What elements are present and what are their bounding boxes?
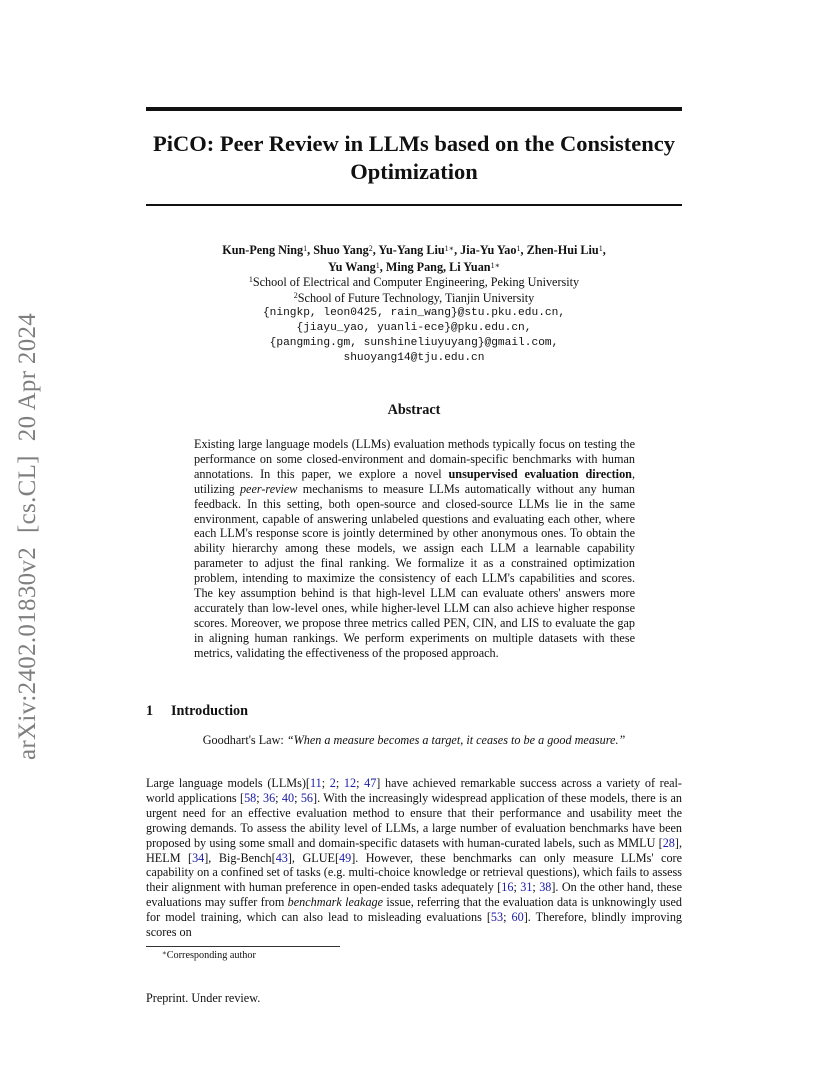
italic-term: benchmark leakage	[287, 895, 384, 910]
arxiv-id: arXiv:2402.01830v2	[14, 546, 41, 760]
arxiv-date: 20 Apr 2024	[14, 312, 41, 442]
citation-link[interactable]: 43	[275, 850, 288, 865]
abstract-emphasis: unsupervised evaluation direction	[448, 466, 632, 481]
email-line: {jiayu_yao, yuanli-ece}@pku.edu.cn,	[296, 322, 532, 334]
epigraph-quote: Goodhart's Law: “When a measure becomes a target, it ceases to be a good measure.”	[202, 733, 626, 747]
email-line: shuoyang14@tju.edu.cn	[343, 352, 485, 364]
author-affil-mark: 1	[598, 244, 603, 253]
section-number: 1	[146, 703, 154, 719]
citation-link[interactable]: 12	[343, 776, 357, 790]
citation-link[interactable]: 40	[281, 790, 295, 805]
paper-title	[146, 130, 682, 186]
citation-link[interactable]: 56	[300, 790, 314, 805]
author-name: Jia-Yu Yao	[460, 243, 517, 257]
affiliation-1: $^1$School of Electrical and Computer Engineering, Peking University	[248, 275, 580, 289]
author-list	[146, 242, 682, 276]
citation-link[interactable]: 47	[364, 776, 377, 790]
abstract-body: Existing large language models (LLMs) evaluation methods typically focus on testing the performance on some closed-environment and domain-specific benchmarks with human annotations. In this paper, we explore a novel unsupervised evaluation direction, utilizing peer-review mechanisms to measure LLMs automatically without any human feedback. In this setting, both open-source and closed-source LLMs lie in the same environment, capable of answering unlabeled questions and evaluating each other, where each LLM's response score is jointly determined by other anonymous ones. To obtain the ability hierarchy among these models, we assign each LLM a learnable capability parameter to adjust the final ranking. We formalize it as a constrained optimization problem, intending to maximize the consistency of each LLM's capabilities and scores. The key assumption behind is that high-level LLM can evaluate others' answers more accurately than low-level ones, while higher-level LLM can also achieve higher response scores. Moreover, we propose three metrics called PEN, CIN, and LIS to evaluate the gap in aligning human rankings. We perform experiments on multiple datasets with these metrics, validating the effectiveness of the proposed approach.	[194, 437, 636, 660]
citation-link[interactable]: 11	[309, 776, 322, 790]
title-line-2: Optimization	[350, 159, 478, 184]
footnote-mark: ∗	[162, 949, 167, 957]
citation-link[interactable]: 49	[339, 850, 352, 865]
author-name: Shuo Yang	[313, 243, 369, 257]
footnote	[162, 950, 256, 961]
abstract-heading: Abstract	[387, 402, 441, 418]
citation-link[interactable]: 2	[329, 776, 336, 790]
footnote-rule	[146, 946, 340, 947]
author-affil-mark: 2	[368, 244, 373, 253]
citation-link[interactable]: 38	[539, 880, 552, 895]
introduction-paragraph: Large language models (LLMs)[11; 2; 12; 47] have achieved remarkable success across a variety of real-world applications [58; 36; 40; 56]. With the increasingly widespread application of these models, there is an urgent need for an effective evaluation method to ensure that their performance and usability meet the growing demands. To assess the ability level of LLMs, a large number of evaluation benchmarks have been proposed by using some small and domain-specific datasets with human-curated labels, such as MMLU [28], HELM [34], Big-Bench[43], GLUE[49]. However, these benchmarks can only measure LLMs' core capability on a confined set of tasks (e.g. multi-choice knowledge or retrieval questions), which fails to assess their alignment with human preference in open-ended tasks adequately [16; 31; 38]. On the other hand, these evaluations may suffer from benchmark leakage issue, referring that the evaluation data is unknowingly used for model training, which can also lead to misleading evaluations [53; 60]. Therefore, blindly improving scores on	[146, 776, 683, 940]
author-affil-mark: 1∗	[490, 261, 501, 270]
preprint-notice: Preprint. Under review.	[146, 991, 261, 1005]
citation-link[interactable]: 53	[490, 910, 504, 925]
citation-link[interactable]: 34	[192, 850, 205, 865]
arxiv-sidebar-stamp	[14, 313, 42, 760]
author-name: Ming Pang	[385, 260, 444, 274]
footnote-text: Corresponding author	[166, 950, 256, 961]
citation-link[interactable]: 36	[262, 790, 276, 805]
author-affil-mark: 1	[516, 244, 521, 253]
author-name: Yu Wang	[327, 260, 376, 274]
title-rule-bottom	[146, 204, 682, 206]
title-line-1: PiCO: Peer Review in LLMs based on the Consistency	[152, 131, 676, 156]
affiliations	[146, 274, 682, 366]
author-affil-mark: 1	[303, 244, 308, 253]
title-rule-top	[146, 107, 682, 111]
author-name: Yu-Yang Liu	[378, 243, 445, 257]
author-name: Zhen-Hui Liu	[526, 243, 599, 257]
author-affil-mark: 1	[375, 261, 380, 270]
email-line: {ningkp, leon0425, rain_wang}@stu.pku.edu.cn,	[262, 307, 566, 319]
section-heading-introduction	[146, 703, 248, 720]
author-line-1: Kun-Peng Ning$^1$, Shuo Yang$^2$, Yu-Yang Liu$^{1∗}$, Jia-Yu Yao$^1$, Zhen-Hui Liu$^1$,	[222, 243, 606, 257]
author-name: Kun-Peng Ning	[222, 243, 304, 257]
author-affil-mark: 1∗	[444, 244, 455, 253]
affiliation-2: $^2$School of Future Technology, Tianjin University	[293, 291, 535, 305]
citation-link[interactable]: 28	[662, 835, 675, 850]
citation-link[interactable]: 58	[244, 790, 257, 805]
section-title: Introduction	[171, 703, 248, 719]
email-line: {pangming.gm, sunshineliuyuyang}@gmail.com,	[269, 337, 559, 349]
author-line-2: Yu Wang$^1$, Ming Pang, Li Yuan$^{1∗}$	[327, 260, 501, 274]
abstract-italic: peer-review	[239, 481, 298, 496]
author-name: Li Yuan	[449, 260, 491, 274]
citation-link[interactable]: 16	[501, 880, 514, 895]
arxiv-category: [cs.CL]	[14, 455, 41, 533]
citation-link[interactable]: 31	[520, 880, 533, 895]
citation-link[interactable]: 60	[511, 910, 524, 925]
